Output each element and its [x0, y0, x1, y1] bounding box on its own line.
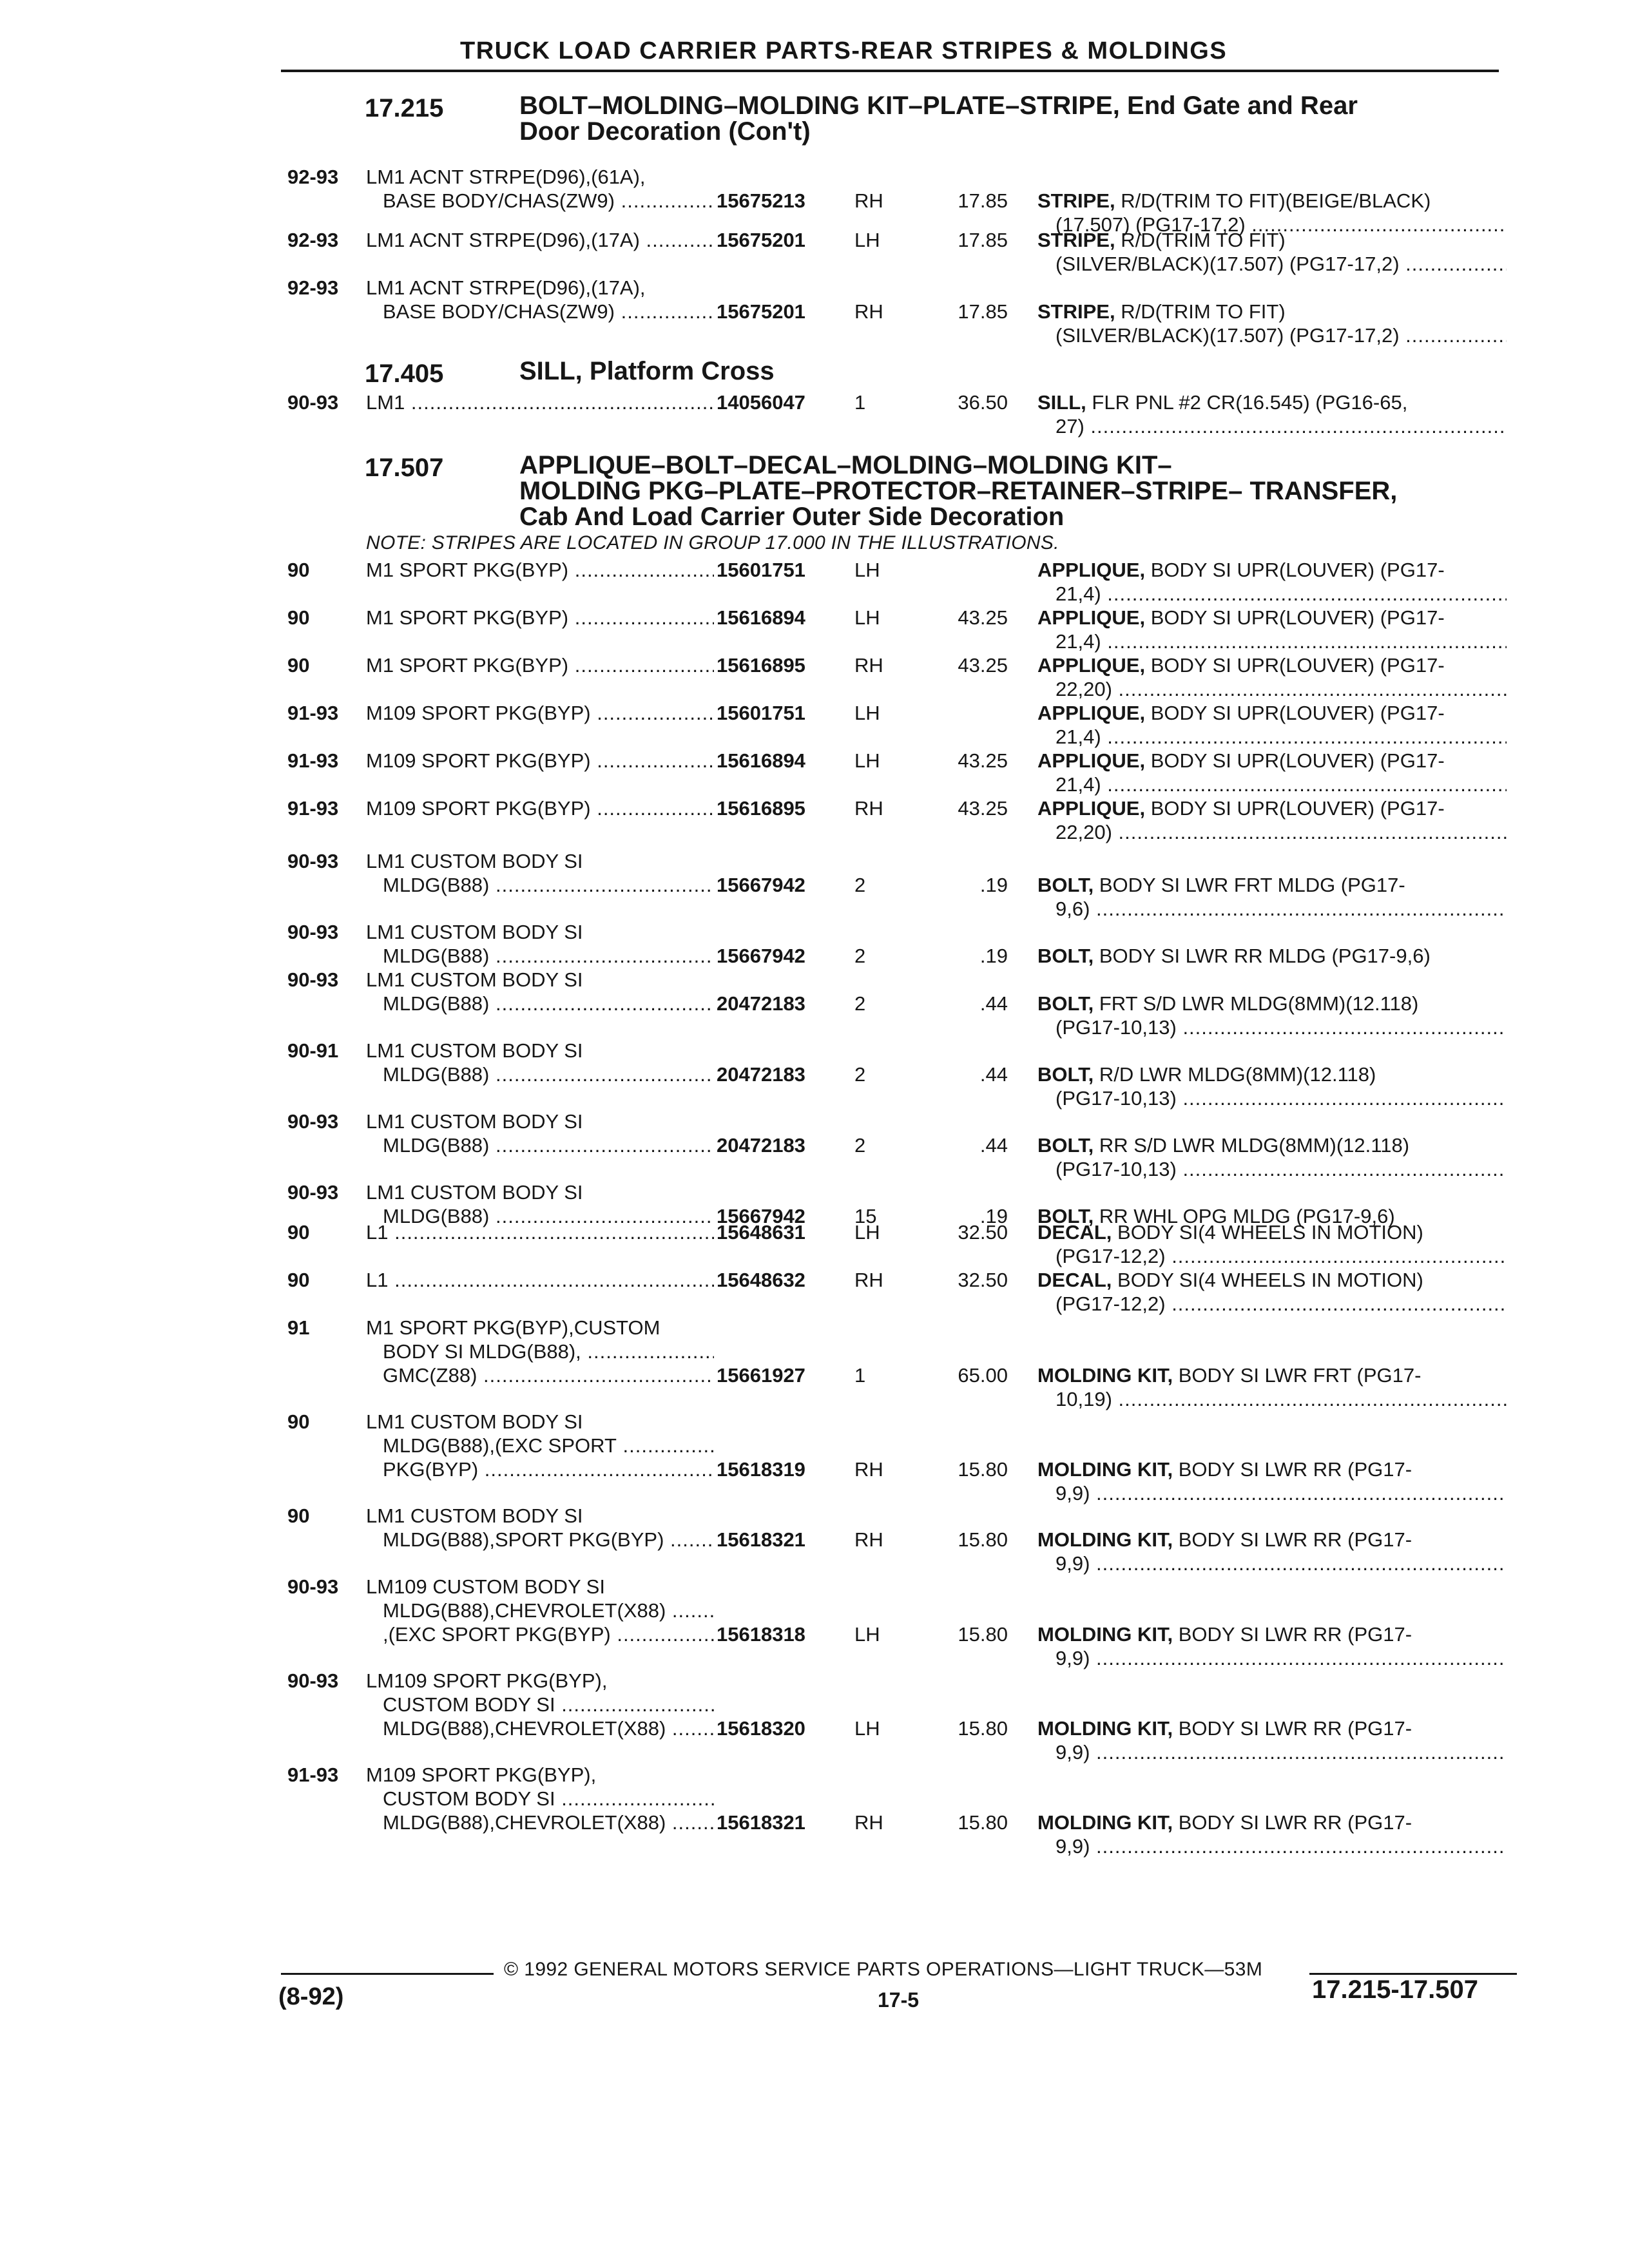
entry-description-line: MLDG(B88) .....	[366, 1062, 714, 1086]
entry-part-name-line	[1037, 873, 1507, 897]
entry-part-name-line	[1037, 749, 1507, 773]
entry-price: 32.50	[958, 1221, 1008, 1244]
entry-part-name-keyword: MOLDING KIT,	[1037, 1528, 1173, 1551]
entry-description-line: LM1 CUSTOM BODY SI	[366, 1181, 583, 1204]
entry-part-name-text: RR S/D LWR MLDG(8MM)(12.118)	[1099, 1134, 1410, 1157]
header-rule	[281, 70, 1499, 72]
entry-price: 32.50	[958, 1269, 1008, 1291]
entry-description-line: MLDG(B88),CHEVROLET(X88) .....	[366, 1811, 714, 1834]
entry-part-name-keyword: STRIPE,	[1037, 300, 1115, 323]
entry-quantity: RH	[854, 189, 883, 212]
entry-year: 90-93	[287, 1669, 339, 1692]
entry-year: 91-93	[287, 797, 339, 820]
page-header-title: TRUCK LOAD CARRIER PARTS-REAR STRIPES & MOLDINGS	[460, 37, 1228, 64]
entry-part-name-text: BODY SI LWR RR MLDG (PG17-9,6)	[1099, 945, 1431, 967]
entry-description-line: LM1 ACNT STRPE(D96),(17A),	[366, 276, 646, 299]
entry-description	[366, 653, 714, 677]
entry-quantity: RH	[854, 1458, 883, 1481]
entry-year: 92-93	[287, 276, 339, 299]
entry-price: .19	[979, 874, 1008, 896]
entry-part-name-text: FRT S/D LWR MLDG(8MM)(12.118)	[1099, 992, 1419, 1015]
entry-part-name	[1037, 1622, 1507, 1670]
entry-part-name-text: BODY SI LWR RR (PG17-	[1178, 1811, 1412, 1834]
entry-price: 43.25	[958, 749, 1008, 772]
entry-part-name-line	[1037, 1220, 1507, 1244]
entry-part-name-line: (PG17-12,2) .....	[1037, 1244, 1507, 1268]
entry-description-line: L1 .....	[366, 1220, 714, 1244]
entry-description-line: MLDG(B88) .....	[366, 1204, 714, 1228]
entry-part-number: 15616894	[717, 749, 805, 772]
entry-part-name-keyword: STRIPE,	[1037, 189, 1115, 212]
entry-price: 65.00	[958, 1364, 1008, 1387]
entry-part-name-line: 22,20) .....	[1037, 820, 1507, 844]
entry-part-name	[1037, 653, 1507, 701]
entry-description-line: LM109 SPORT PKG(BYP),	[366, 1669, 608, 1692]
entry-quantity: 2	[854, 945, 866, 967]
entry-part-name-line: 21,4) .....	[1037, 629, 1507, 653]
entry-description-line: LM109 CUSTOM BODY SI	[366, 1575, 605, 1598]
entry-quantity: 2	[854, 992, 866, 1015]
entry-description	[366, 1268, 714, 1292]
entry-part-number: 14056047	[717, 391, 805, 414]
entry-year: 90-93	[287, 968, 339, 991]
entry-description	[366, 165, 714, 213]
entry-description-line: MLDG(B88) .....	[366, 1133, 714, 1157]
entry-description-line: ,(EXC SPORT PKG(BYP) .....	[366, 1622, 714, 1646]
entry-year: 90-93	[287, 1110, 339, 1133]
entry-quantity: LH	[854, 1221, 880, 1244]
entry-part-name-line	[1037, 1622, 1507, 1646]
entry-price: 15.80	[958, 1528, 1008, 1551]
entry-description	[366, 1669, 714, 1740]
entry-part-name-text: BODY SI UPR(LOUVER) (PG17-	[1150, 559, 1445, 581]
entry-description-line: LM1 CUSTOM BODY SI	[366, 850, 583, 872]
entry-part-number: 15648631	[717, 1221, 805, 1244]
entry-part-number: 15601751	[717, 559, 805, 581]
entry-part-number: 15616895	[717, 654, 805, 677]
entry-part-number: 20472183	[717, 992, 805, 1015]
section-title-line: SILL, Platform Cross	[519, 357, 775, 385]
entry-quantity: 1	[854, 391, 866, 414]
entry-description	[366, 1504, 714, 1552]
entry-quantity: RH	[854, 1269, 883, 1291]
entry-part-number: 15667942	[717, 874, 805, 896]
entry-description-line: M109 SPORT PKG(BYP),	[366, 1763, 597, 1786]
entry-part-name-text: BODY SI UPR(LOUVER) (PG17-	[1150, 702, 1445, 724]
entry-description	[366, 796, 714, 820]
entry-description	[366, 558, 714, 582]
entry-description	[366, 606, 714, 629]
section-title-line: Door Decoration (Con't)	[519, 117, 811, 146]
entry-description	[366, 920, 714, 968]
entry-part-name-keyword: BOLT,	[1037, 945, 1094, 967]
entry-price: .44	[979, 1063, 1008, 1086]
entry-part-name-text: R/D(TRIM TO FIT)	[1121, 300, 1286, 323]
entry-description-line: BODY SI MLDG(B88), .....	[366, 1340, 714, 1363]
entry-part-name-line: 9,9) .....	[1037, 1740, 1507, 1764]
entry-year: 92-93	[287, 229, 339, 251]
entry-part-number: 15616894	[717, 606, 805, 629]
entry-year: 90-93	[287, 921, 339, 943]
entry-quantity: RH	[854, 1811, 883, 1834]
entry-part-name-text: BODY SI LWR RR (PG17-	[1178, 1623, 1412, 1646]
entry-part-name-line	[1037, 796, 1507, 820]
entry-part-name-line: 9,9) .....	[1037, 1481, 1507, 1505]
entry-description-line: LM1 .....	[366, 390, 714, 414]
entry-price: 36.50	[958, 391, 1008, 414]
entry-year: 90-93	[287, 391, 339, 414]
entry-year: 91-93	[287, 702, 339, 724]
entry-quantity: RH	[854, 654, 883, 677]
entry-description-line: CUSTOM BODY SI .....	[366, 1787, 714, 1811]
entry-part-number: 15618319	[717, 1458, 805, 1481]
entry-year: 90	[287, 654, 310, 677]
entry-part-name-line	[1037, 228, 1507, 252]
entry-description-line: LM1 CUSTOM BODY SI	[366, 921, 583, 943]
entry-part-name	[1037, 873, 1507, 921]
entry-description-line: L1 .....	[366, 1268, 714, 1292]
entry-part-name-line: 10,19) .....	[1037, 1387, 1507, 1411]
entry-year: 92-93	[287, 166, 339, 188]
entry-year: 90-91	[287, 1039, 339, 1062]
entry-part-name-line: (PG17-12,2) .....	[1037, 1292, 1507, 1316]
entry-part-number: 15618321	[717, 1811, 805, 1834]
entry-description	[366, 1039, 714, 1086]
entry-part-name-keyword: APPLIQUE,	[1037, 559, 1146, 581]
entry-quantity: LH	[854, 559, 880, 581]
entry-part-name	[1037, 300, 1507, 347]
entry-part-name-keyword: MOLDING KIT,	[1037, 1717, 1173, 1740]
entry-part-name-line: (PG17-10,13) .....	[1037, 1015, 1507, 1039]
entry-part-name-text: BODY SI LWR FRT MLDG (PG17-	[1099, 874, 1405, 896]
entry-year: 90	[287, 1221, 310, 1244]
entry-price: 43.25	[958, 606, 1008, 629]
entry-description-line: M1 SPORT PKG(BYP),CUSTOM	[366, 1316, 660, 1339]
entry-price: 15.80	[958, 1458, 1008, 1481]
entry-part-name-line	[1037, 1716, 1507, 1740]
entry-part-number: 15675213	[717, 189, 805, 212]
entry-part-name-text: R/D(TRIM TO FIT)(BEIGE/BLACK)	[1121, 189, 1431, 212]
footer-date: (8-92)	[278, 1983, 344, 2010]
entry-year: 91	[287, 1316, 310, 1339]
entry-part-name-line: 21,4) .....	[1037, 725, 1507, 749]
entry-year: 90-93	[287, 1181, 339, 1204]
entry-description-line: LM1 ACNT STRPE(D96),(17A) .....	[366, 228, 714, 252]
entry-part-name	[1037, 1220, 1507, 1268]
entry-part-name-line	[1037, 1268, 1507, 1292]
entry-part-name	[1037, 606, 1507, 653]
entry-quantity: LH	[854, 749, 880, 772]
entry-part-name	[1037, 1268, 1507, 1316]
entry-year: 91-93	[287, 749, 339, 772]
entry-quantity: 2	[854, 874, 866, 896]
entry-quantity: RH	[854, 1528, 883, 1551]
entry-part-name	[1037, 944, 1507, 968]
entry-part-name-line: 21,4) .....	[1037, 582, 1507, 606]
entry-description	[366, 1763, 714, 1834]
entry-part-number: 15675201	[717, 229, 805, 251]
entry-part-name	[1037, 1811, 1507, 1858]
entry-part-name-keyword: APPLIQUE,	[1037, 702, 1146, 724]
entry-description-line: MLDG(B88),CHEVROLET(X88) .....	[366, 1716, 714, 1740]
entry-part-name-keyword: MOLDING KIT,	[1037, 1364, 1173, 1387]
entry-part-name-keyword: BOLT,	[1037, 874, 1094, 896]
entry-description	[366, 701, 714, 725]
entry-year: 90	[287, 559, 310, 581]
entry-part-name-line: 9,9) .....	[1037, 1646, 1507, 1670]
entry-part-number: 15616895	[717, 797, 805, 820]
footer-rule-right	[1309, 1973, 1517, 1975]
entry-description	[366, 276, 714, 323]
entry-part-name-text: R/D LWR MLDG(8MM)(12.118)	[1099, 1063, 1376, 1086]
entry-part-name-line: 9,9) .....	[1037, 1834, 1507, 1858]
entry-part-name-keyword: BOLT,	[1037, 1134, 1094, 1157]
entry-part-name-line	[1037, 606, 1507, 629]
entry-description	[366, 390, 714, 414]
entry-price: 15.80	[958, 1623, 1008, 1646]
entry-price: 17.85	[958, 189, 1008, 212]
entry-part-name-text: BODY SI LWR FRT (PG17-	[1178, 1364, 1422, 1387]
entry-part-name-line	[1037, 653, 1507, 677]
entry-part-name-line	[1037, 992, 1507, 1015]
entry-part-name-line: 9,9) .....	[1037, 1552, 1507, 1575]
entry-quantity: 2	[854, 1134, 866, 1157]
entry-part-name-line	[1037, 1528, 1507, 1552]
entry-part-name-text: BODY SI UPR(LOUVER) (PG17-	[1150, 797, 1445, 820]
entry-description-line: MLDG(B88) .....	[366, 944, 714, 968]
entry-part-name-text: BODY SI LWR RR (PG17-	[1178, 1458, 1412, 1481]
entry-part-name-keyword: MOLDING KIT,	[1037, 1811, 1173, 1834]
entry-part-name-text: BODY SI(4 WHEELS IN MOTION)	[1117, 1221, 1423, 1244]
entry-description-line: M109 SPORT PKG(BYP) .....	[366, 701, 714, 725]
entry-part-number: 15661927	[717, 1364, 805, 1387]
entry-part-number: 20472183	[717, 1063, 805, 1086]
entry-part-name-keyword: DECAL,	[1037, 1269, 1112, 1291]
entry-part-name-keyword: DECAL,	[1037, 1221, 1112, 1244]
entry-part-name-line: (17.507) (PG17-17,2) .....	[1037, 213, 1507, 236]
entry-description	[366, 1575, 714, 1646]
section-title-line: APPLIQUE–BOLT–DECAL–MOLDING–MOLDING KIT–	[519, 451, 1172, 479]
entry-part-name-line	[1037, 701, 1507, 725]
entry-part-name	[1037, 796, 1507, 844]
section-title-line: BOLT–MOLDING–MOLDING KIT–PLATE–STRIPE, End Gate and Rear	[519, 91, 1358, 120]
entry-part-name-text: FLR PNL #2 CR(16.545) (PG16-65,	[1092, 391, 1408, 414]
entry-part-name	[1037, 228, 1507, 276]
entry-description	[366, 1220, 714, 1244]
entry-price: .19	[979, 1205, 1008, 1227]
entry-description-line: M1 SPORT PKG(BYP) .....	[366, 606, 714, 629]
entry-part-name-text: BODY SI UPR(LOUVER) (PG17-	[1150, 606, 1445, 629]
entry-price: 43.25	[958, 797, 1008, 820]
entry-part-name-line: 21,4) .....	[1037, 773, 1507, 796]
entry-part-name-line: (PG17-10,13) .....	[1037, 1086, 1507, 1110]
entry-part-number: 20472183	[717, 1134, 805, 1157]
entry-part-name-line: (SILVER/BLACK)(17.507) (PG17-17,2) .....	[1037, 323, 1507, 347]
entry-part-name-line	[1037, 1133, 1507, 1157]
entry-price: 17.85	[958, 229, 1008, 251]
entry-part-name-line	[1037, 390, 1507, 414]
entry-description-line: LM1 CUSTOM BODY SI	[366, 1410, 583, 1433]
footer-page-number: 17-5	[878, 1988, 920, 2012]
section-title-line: Cab And Load Carrier Outer Side Decoration	[519, 503, 1065, 531]
entry-price: 17.85	[958, 300, 1008, 323]
entry-price: 15.80	[958, 1717, 1008, 1740]
entry-year: 90	[287, 1269, 310, 1291]
entry-description-line: MLDG(B88) .....	[366, 992, 714, 1015]
entry-year: 91-93	[287, 1763, 339, 1786]
footer-section-range: 17.215-17.507	[1312, 1975, 1479, 2004]
entry-part-number: 15618321	[717, 1528, 805, 1551]
entry-part-name-line	[1037, 1363, 1507, 1387]
entry-part-name-line: 22,20) .....	[1037, 677, 1507, 701]
entry-year: 90-93	[287, 1575, 339, 1598]
entry-part-number: 15675201	[717, 300, 805, 323]
entry-part-name-keyword: BOLT,	[1037, 992, 1094, 1015]
entry-part-name-keyword: APPLIQUE,	[1037, 606, 1146, 629]
entry-description-line: M109 SPORT PKG(BYP) .....	[366, 796, 714, 820]
entry-quantity: LH	[854, 702, 880, 724]
entry-part-number: 15601751	[717, 702, 805, 724]
entry-description-line: LM1 CUSTOM BODY SI	[366, 1504, 583, 1527]
entry-description-line: MLDG(B88),CHEVROLET(X88) .....	[366, 1599, 714, 1622]
entry-description-line: LM1 CUSTOM BODY SI	[366, 968, 583, 991]
entry-part-number: 15667942	[717, 945, 805, 967]
entry-quantity: RH	[854, 797, 883, 820]
entry-part-name	[1037, 558, 1507, 606]
entry-part-name-text: BODY SI UPR(LOUVER) (PG17-	[1150, 749, 1445, 772]
entry-part-name-line	[1037, 944, 1507, 968]
entry-part-name-keyword: SILL,	[1037, 391, 1086, 414]
section-title	[519, 358, 775, 384]
entry-part-name-line	[1037, 1062, 1507, 1086]
section-title	[519, 93, 1358, 144]
entry-description-line: LM1 ACNT STRPE(D96),(61A),	[366, 166, 646, 188]
entry-quantity: 1	[854, 1364, 866, 1387]
entry-description-line: BASE BODY/CHAS(ZW9) .....	[366, 189, 714, 213]
entry-quantity: LH	[854, 606, 880, 629]
entry-description-line: M1 SPORT PKG(BYP) .....	[366, 653, 714, 677]
entry-part-name-keyword: APPLIQUE,	[1037, 797, 1146, 820]
entry-description-line: MLDG(B88) .....	[366, 873, 714, 897]
footer-copyright: © 1992 GENERAL MOTORS SERVICE PARTS OPERATIONS—LIGHT TRUCK—53M	[504, 1959, 1263, 1980]
entry-description-line: PKG(BYP) .....	[366, 1457, 714, 1481]
entry-description-line: MLDG(B88),(EXC SPORT .....	[366, 1434, 714, 1457]
entry-price: 15.80	[958, 1811, 1008, 1834]
entry-description	[366, 1410, 714, 1481]
entry-year: 90	[287, 1410, 310, 1433]
entry-part-name	[1037, 1062, 1507, 1110]
section-number: 17.215	[365, 94, 444, 122]
entry-part-name-keyword: APPLIQUE,	[1037, 654, 1146, 677]
entry-quantity: 2	[854, 1063, 866, 1086]
entry-part-name-text: R/D(TRIM TO FIT)	[1121, 229, 1286, 251]
entry-part-name-keyword: MOLDING KIT,	[1037, 1458, 1173, 1481]
entry-part-name-text: BODY SI LWR RR (PG17-	[1178, 1528, 1412, 1551]
entry-price: 43.25	[958, 654, 1008, 677]
entry-part-name-line	[1037, 558, 1507, 582]
entry-description-line: LM1 CUSTOM BODY SI	[366, 1039, 583, 1062]
entry-part-name	[1037, 1363, 1507, 1411]
section-number: 17.507	[365, 454, 444, 482]
entry-part-name-line: 9,6) .....	[1037, 897, 1507, 921]
entry-part-name-line	[1037, 189, 1507, 213]
entry-part-name	[1037, 1133, 1507, 1181]
section-title	[519, 452, 1397, 530]
entry-part-number: 15667942	[717, 1205, 805, 1227]
entry-quantity: RH	[854, 300, 883, 323]
entry-part-name	[1037, 390, 1507, 438]
entry-price: .19	[979, 945, 1008, 967]
entry-quantity: 15	[854, 1205, 877, 1227]
entry-description-line: BASE BODY/CHAS(ZW9) .....	[366, 300, 714, 323]
entry-description-line: CUSTOM BODY SI .....	[366, 1693, 714, 1716]
illustration-note: NOTE: STRIPES ARE LOCATED IN GROUP 17.000 IN THE ILLUSTRATIONS.	[366, 532, 1059, 553]
entry-part-name-line: 27) .....	[1037, 414, 1507, 438]
entry-part-name-keyword: BOLT,	[1037, 1205, 1094, 1227]
entry-description-line: M109 SPORT PKG(BYP) .....	[366, 749, 714, 773]
entry-part-name-line: (PG17-10,13) .....	[1037, 1157, 1507, 1181]
entry-part-number: 15618318	[717, 1623, 805, 1646]
entry-part-name-line	[1037, 300, 1507, 323]
entry-part-name-text: BODY SI UPR(LOUVER) (PG17-	[1150, 654, 1445, 677]
entry-description	[366, 749, 714, 773]
entry-part-name-keyword: APPLIQUE,	[1037, 749, 1146, 772]
entry-part-number: 15648632	[717, 1269, 805, 1291]
entry-description	[366, 849, 714, 897]
entry-quantity: LH	[854, 229, 880, 251]
footer-rule-left	[281, 1973, 494, 1975]
entry-year: 90	[287, 1504, 310, 1527]
entry-part-name-text: RR WHL OPG MLDG (PG17-9,6)	[1099, 1205, 1395, 1227]
entry-part-name	[1037, 749, 1507, 796]
entry-description	[366, 1110, 714, 1157]
entry-price: .44	[979, 1134, 1008, 1157]
entry-part-name-line	[1037, 1811, 1507, 1834]
entry-part-name-keyword: STRIPE,	[1037, 229, 1115, 251]
entry-part-name	[1037, 1716, 1507, 1764]
entry-part-name	[1037, 1457, 1507, 1505]
entry-part-name	[1037, 701, 1507, 749]
entry-part-number: 15618320	[717, 1717, 805, 1740]
entry-description	[366, 968, 714, 1015]
entry-description-line: M1 SPORT PKG(BYP) .....	[366, 558, 714, 582]
entry-part-name-line: (SILVER/BLACK)(17.507) (PG17-17,2) .....	[1037, 252, 1507, 276]
entry-description-line: MLDG(B88),SPORT PKG(BYP) .....	[366, 1528, 714, 1552]
entry-description	[366, 1316, 714, 1387]
entry-part-name-text: BODY SI LWR RR (PG17-	[1178, 1717, 1412, 1740]
entry-part-name	[1037, 1528, 1507, 1575]
entry-part-name-line	[1037, 1457, 1507, 1481]
entry-quantity: LH	[854, 1717, 880, 1740]
entry-part-name-text: BODY SI(4 WHEELS IN MOTION)	[1117, 1269, 1423, 1291]
entry-description-line: GMC(Z88) .....	[366, 1363, 714, 1387]
entry-quantity: LH	[854, 1623, 880, 1646]
entry-description-line: LM1 CUSTOM BODY SI	[366, 1110, 583, 1133]
entry-year: 90-93	[287, 850, 339, 872]
entry-part-name-keyword: BOLT,	[1037, 1063, 1094, 1086]
entry-part-name-keyword: MOLDING KIT,	[1037, 1623, 1173, 1646]
section-title-line: MOLDING PKG–PLATE–PROTECTOR–RETAINER–STRIPE– TRANSFER,	[519, 477, 1398, 505]
section-number: 17.405	[365, 360, 444, 388]
entry-price: .44	[979, 992, 1008, 1015]
entry-part-name	[1037, 992, 1507, 1039]
entry-year: 90	[287, 606, 310, 629]
entry-description	[366, 228, 714, 252]
